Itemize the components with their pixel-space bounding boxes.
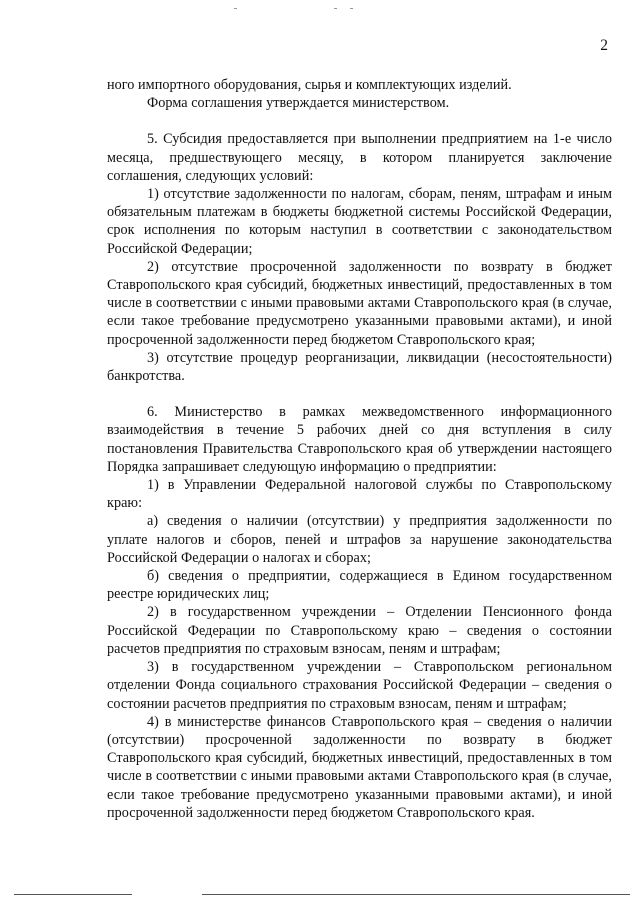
page-number: 2 xyxy=(600,37,608,54)
scan-mark xyxy=(234,8,237,9)
scan-mark xyxy=(350,8,353,9)
paragraph: б) сведения о предприятии, содержащиеся в Едином государственном реестре юридических лиц; xyxy=(107,568,612,603)
paragraph: 4) в министерстве финансов Ставропольского края – сведения о наличии (отсутствии) просроченной задолженности по возврату в бюджет Ставропольского края субсидий, бюджетных инвестиций, предоставленных в том числе в соответствии с иными правовыми актами Ставропольского края (в случае, если такое требование предусмотрено указанными правовыми актами), и иной просроченной задолженности перед бюджетом Ставропольского края. xyxy=(107,713,612,821)
paragraph: Форма соглашения утверждается министерством. xyxy=(147,95,450,112)
paragraph: 1) в Управлении Федеральной налоговой службы по Ставропольскому краю: xyxy=(107,477,612,512)
paragraph: 1) отсутствие задолженности по налогам, сборам, пеням, штрафам и иным обязательным платежам в бюджеты бюджетной системы Российской Федерации, срок исполнения по которым наступил в соответствии с законодательством Российской Федерации; xyxy=(107,186,612,257)
document-body xyxy=(107,76,612,822)
paragraph: 2) в государственном учреждении – Отделении Пенсионного фонда Российской Федерации по Ставропольскому краю – сведения о состоянии расчетов предприятия по страховым взносам, пеням и штрафам; xyxy=(107,604,612,657)
paragraph: 2) отсутствие просроченной задолженности по возврату в бюджет Ставропольского края субсидий, бюджетных инвестиций, предоставленных в том числе в соответствии с иными правовыми актами Ставропольского края (в случае, если такое требование предусмотрено указанными правовыми актами), и иной просроченной задолженности перед бюджетом Ставропольского края; xyxy=(107,258,612,348)
paragraph: 6. Министерство в рамках межведомственного информационного взаимодействия в течение 5 рабочих дней со дня вступления в силу постановления Правительства Ставропольского края об утверждении настоящего Порядка запрашивает следующую информацию о предприятии: xyxy=(107,404,612,475)
paragraph: а) сведения о наличии (отсутствии) у предприятия задолженности по уплате налогов и сборов, пеней и штрафов за нарушение законодательства Российской Федерации о налогах и сборах; xyxy=(107,513,612,566)
paragraph: 5. Субсидия предоставляется при выполнении предприятием на 1-е число месяца, предшествующего месяцу, в котором планируется заключение соглашения, следующих условий: xyxy=(107,131,612,184)
footer-rule xyxy=(14,894,132,895)
footer-rule xyxy=(202,894,630,895)
scan-mark xyxy=(334,8,337,9)
paragraph: 3) в государственном учреждении – Ставропольском региональном отделении Фонда социального страхования Российской Федерации – сведения о состоянии расчетов предприятия по страховым взносам, пеням и штрафам; xyxy=(107,659,612,712)
paragraph: ного импортного оборудования, сырья и комплектующих изделий. xyxy=(107,77,512,93)
paragraph: 3) отсутствие процедур реорганизации, ликвидации (несостоятельности) банкротства. xyxy=(107,349,612,385)
